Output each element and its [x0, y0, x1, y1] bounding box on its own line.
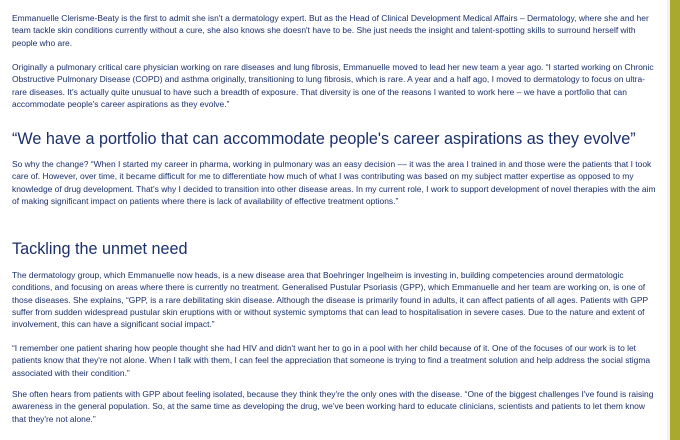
pull-quote: “We have a portfolio that can accommodate people's career aspirations as they evolve”: [12, 130, 636, 148]
intro-paragraph: Emmanuelle Clerisme-Beaty is the first to admit she isn't a dermatology expert. But as the Head of Clinical Development Medical Affairs – Dermatology, where she and her team tackle skin conditions currently without a cure, she also knows she doesn't have to be. She just needs the insight and talent-spotting skills to surround herself with people who are.: [12, 13, 649, 48]
career-change-paragraph: So why the change? “When I started my career in pharma, working in pulmonary was an easy decision –– it was the area I trained in and those were the patients that I took care of. However, over time, it became difficult for me to differentiate how much of what I was contributing was based on my subject matter expertise as opposed to my knowledge of drug development. That's why I decided to transition into other disease areas. In my current role, I work to support development of novel therapies with the aim of making significant impact on patients where there is lack of availability of effective treatment options.”: [12, 159, 656, 206]
patient-story-paragraph: “I remember one patient sharing how people thought she had HIV and didn't want her to go in a pool with her child because of it. One of the focuses of our work is to let patients know that they're not alone. When I talk with them, I can feel the appreciation that someone is trying to find a treatment solution and help address the social stigma associated with their condition.”: [12, 343, 651, 378]
accent-sidebar-bar: [670, 0, 680, 440]
dermatology-group-paragraph: The dermatology group, which Emmanuelle now heads, is a new disease area that Boehringer Ingelheim is investing in, building competencies around dermatologic conditions, and focusing on areas where there is currently no treatment. Generalised Pustular Psoriasis (GPP), which Emmanuelle and her team are working on, is one of those diseases. She explains, “GPP, is a rare debilitating skin disease. Although the disease is primarily found in adults, it can affect patients of all ages. Patients with GPP suffer from sudden widespread pustular skin eruptions with or without systemic symptoms that can lead to hospitalisation in severe cases. Due to the nature and extent of involvement, this can have a significant social impact.”: [12, 270, 648, 330]
awareness-paragraph: She often hears from patients with GPP about feeling isolated, because they think they're the only ones with the disease. “One of the biggest challenges I've found is raising awareness in the general population. So, at the same time as developing the drug, we've been working hard to educate clinicians, scientists and patients to let them know that they're not alone.”: [12, 389, 654, 424]
section-heading: Tackling the unmet need: [12, 240, 188, 258]
background-paragraph: Originally a pulmonary critical care physician working on rare diseases and lung fibrosis, Emmanuelle moved to lead her new team a year ago. “I started working on Chronic Obstructive Pulmonary Disease (COPD) and asthma originally, transitioning to lung fibrosis, which is rare. A year and a half ago, I moved to dermatology to focus on ultra-rare diseases. It's actually quite unusual to have such a breadth of exposure. That diversity is one of the reasons I wanted to work here – we have a portfolio that can accommodate people's career aspirations as they evolve.”: [12, 62, 654, 109]
